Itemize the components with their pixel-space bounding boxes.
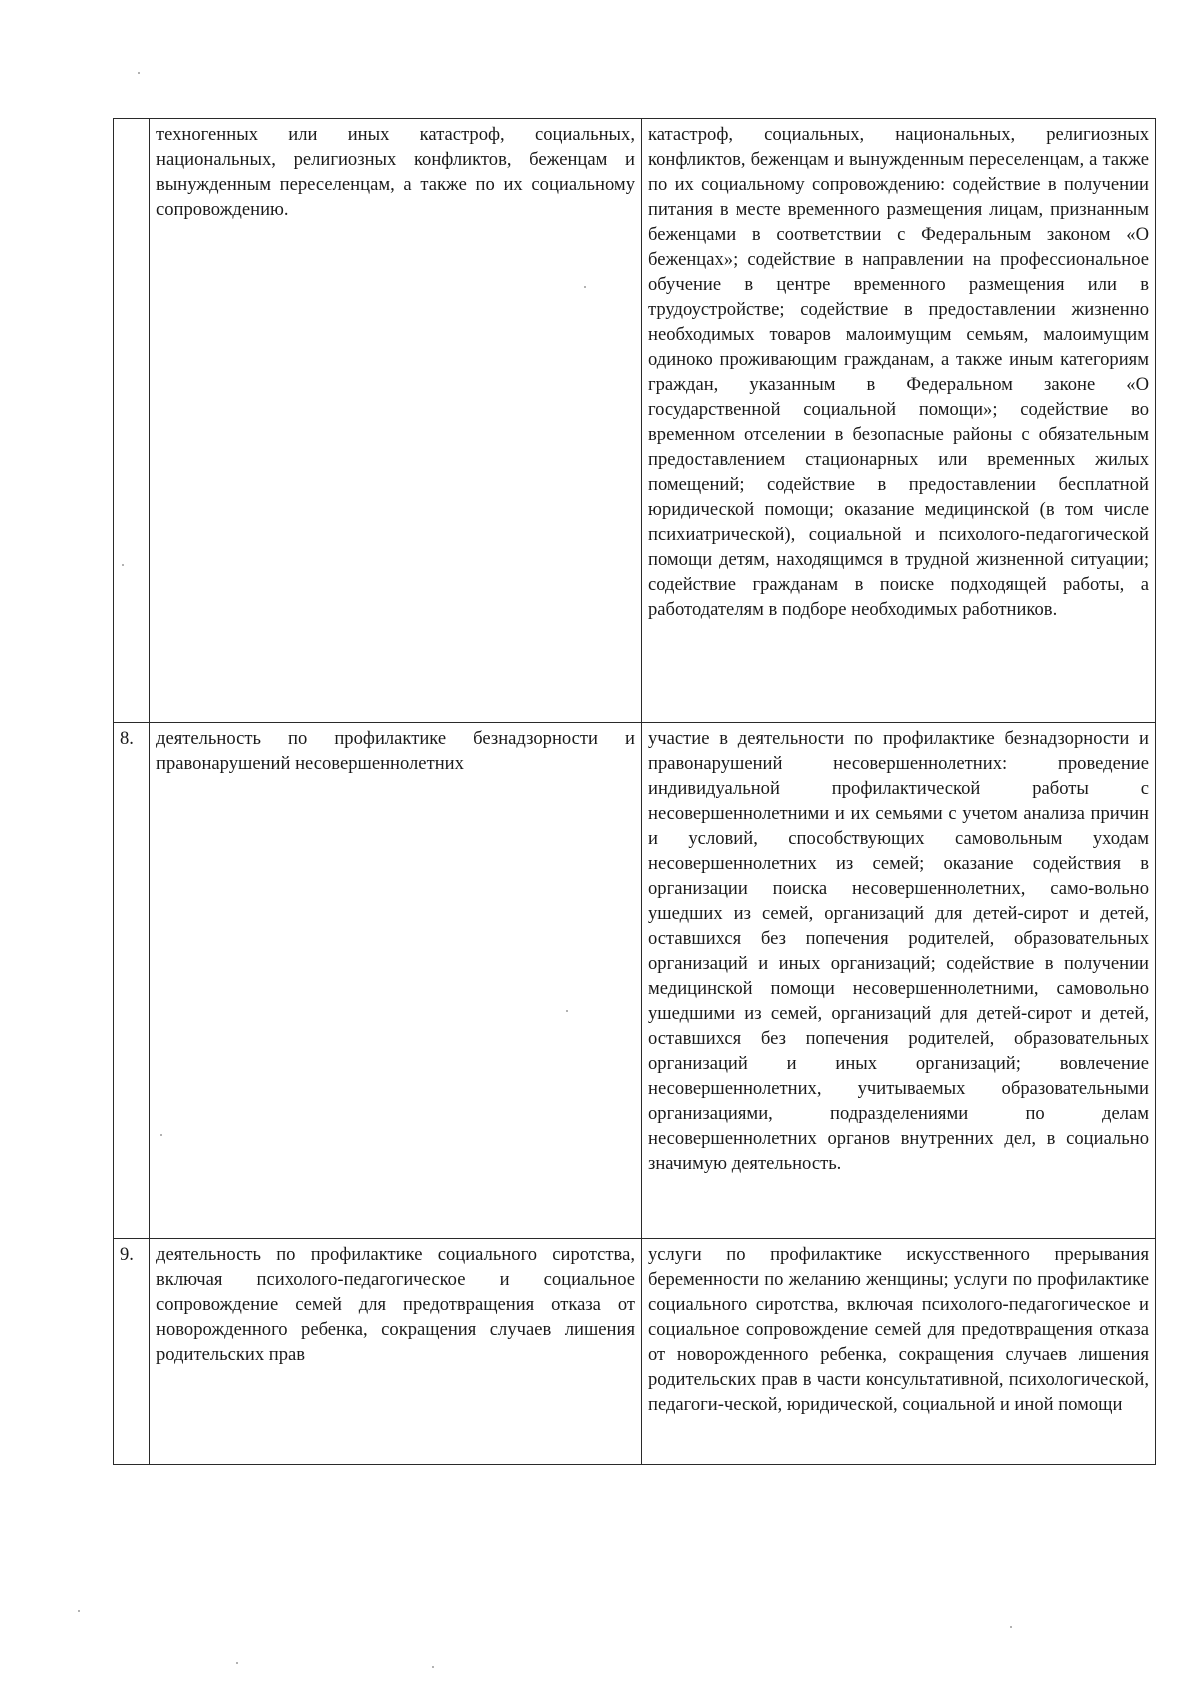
scan-speck (160, 1134, 162, 1136)
row-number: 9. (114, 1239, 150, 1465)
scan-speck (138, 72, 140, 74)
table-row (114, 723, 1156, 1239)
activity-cell: техногенных или иных катастроф, социальных, национальных, религиозных конфликтов, беженцам и вынужденным переселенцам, а также по их социальному сопровождению. (150, 119, 642, 723)
table-row (114, 1239, 1156, 1465)
scan-speck (236, 1662, 238, 1664)
scan-speck (1010, 1626, 1012, 1628)
services-cell: катастроф, социальных, национальных, религиозных конфликтов, беженцам и вынужденным переселенцам, а также по их социальному сопровождению: содействие в получении питания в месте временного размещения лицам, признанным беженцами в соответствии с Федеральным законом «О беженцах»; содействие в направлении на профессиональное обучение в центре временного размещения или в трудоустройстве; содействие в предоставлении жизненно необходимых товаров малоимущим семьям, малоимущим одиноко проживающим гражданам, а также иным категориям граждан, указанным в Федеральном законе «О государственной социальной помощи»; содействие во временном отселении в безопасные районы с обязательным предоставлением стационарных или временных жилых помещений; содействие в предоставлении бесплатной юридической помощи; оказание медицинской (в том числе психиатрической), социальной и психолого-педагогической помощи детям, находящимся в трудной жизненной ситуации; содействие гражданам в поиске подходящей работы, а работодателям в подборе необходимых работников. (642, 119, 1156, 723)
scan-speck (584, 286, 586, 288)
scan-speck (432, 1666, 434, 1668)
scan-speck (78, 1610, 80, 1612)
scan-speck (122, 564, 124, 566)
services-cell: услуги по профилактике искусственного прерывания беременности по желанию женщины; услуги по профилактике социального сиротства, включая психолого-педагогическое и социальное сопровождение семей для предотвращения отказа от новорожденного ребенка, сокращения случаев лишения родительских прав в части консультативной, психологической, педагоги-ческой, юридической, социальной и иной помощи (642, 1239, 1156, 1465)
activity-cell: деятельность по профилактике безнадзорности и правонарушений несовершеннолетних (150, 723, 642, 1239)
services-table (113, 118, 1156, 1465)
services-cell: участие в деятельности по профилактике безнадзорности и правонарушений несовершеннолетних: проведение индивидуальной профилактической работы с несовершеннолетними и их семьями с учетом анализа причин и условий, способствующих самовольным уходам несовершеннолетних из семей; оказание содействия в организации поиска несовершеннолетних, само-вольно ушедших из семей, организаций для детей-сирот и детей, оставшихся без попечения родителей, образовательных организаций и иных организаций; содействие в получении медицинской помощи несовершеннолетними, самовольно ушедшими из семей, организаций для детей-сирот и детей, оставшихся без попечения родителей, образовательных организаций и иных организаций; вовлечение несовершеннолетних, учитываемых образовательными организациями, подразделениями по делам несовершеннолетних органов внутренних дел, в социально значимую деятельность. (642, 723, 1156, 1239)
row-number: 8. (114, 723, 150, 1239)
activity-cell: деятельность по профилактике социального сиротства, включая психолого-педагогическое и социальное сопровождение семей для предотвращения отказа от новорожденного ребенка, сокращения случаев лишения родительских прав (150, 1239, 642, 1465)
scan-speck (566, 1010, 568, 1012)
row-number (114, 119, 150, 723)
table-row (114, 119, 1156, 723)
